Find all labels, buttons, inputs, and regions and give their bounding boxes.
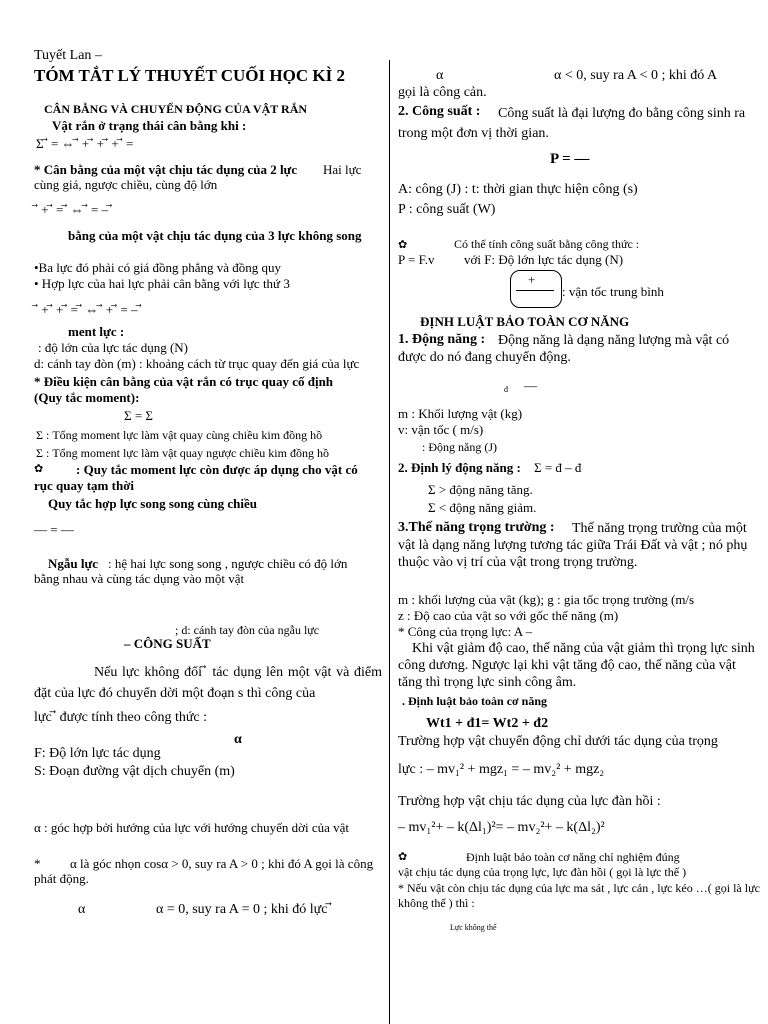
work-time-def: A: công (J) : t: thời gian thực hiện công (s) [398,182,638,197]
equilibrium-state: Vật rắn ở trạng thái cân bằng khi : [52,118,247,133]
force-def: F: Độ lớn lực tác dụng [34,746,161,761]
wd-subscript: đ [504,385,508,394]
star-bullet: * [34,856,41,871]
flower-icon: ✿ [398,851,408,863]
three-force-bullet-1: •Ba lực đó phải có giá đồng phẳng và đồng quy [34,260,281,275]
elastic-equation: – mv₁²+ – k(Δl₁)²= – mv₂²+ – k(Δl₂)² [398,820,605,835]
couple-label: Ngẫu lực [48,556,99,571]
theorem-equation: Σ = đ – đ [534,460,582,475]
sum-clockwise: Σ : Tổng moment lực làm vật quay cùng chiều kim đồng hồ [36,428,323,442]
power-definition: Công suất là đại lượng đo bằng công sinh ra trong một đơn vị thời gian. [398,106,746,141]
avg-velocity-label: : vận tốc trung bình [562,284,664,299]
negative-alpha-a: α [436,68,444,83]
equation-sum-forces: Σ ⃗ = ⇔ ⃗ + ⃗ + ⃗ + ⃗ = [36,136,134,151]
fraction-line [516,290,554,291]
alpha-zero-b: α = 0, suy ra A = 0 ; khi đó lực ⃗ [156,902,332,917]
power-equation: P = — [550,151,590,167]
resistance-work: gọi là công cản. [398,85,487,100]
height-description: Khi vật giảm độ cao, thế năng của vật giảm thì trọng lực sinh công dương. Ngược lại khi vật tăng độ cao, thế năng của vật tăng thì trọng lực sinh công âm. [398,641,755,690]
parallel-rule: Quy tắc hợp lực song song cùng chiều [48,496,257,511]
work-intro: Nếu lực không đổi ⃗ tác dụng lên một vật và điểm đặt của lực đó chuyển dời một đoạn s thì công của [34,665,382,701]
moment-heading: ment lực : [68,324,125,339]
moment-rule: (Quy tắc moment): [34,390,140,405]
law-valid: Định luật bảo toàn cơ năng chỉ nghiệm đúng [466,850,680,864]
author: Tuyết Lan – [34,48,102,63]
kinetic-energy-def: : Động năng (J) [422,440,497,454]
column-divider [389,60,390,1024]
negative-alpha-b: α < 0, suy ra A < 0 ; khi đó A [554,68,718,83]
axis-condition: * Điều kiện cân bằng của vật rắn có trục quay cố định [34,374,334,389]
theorem-negative: Σ < động năng giảm. [428,500,537,515]
height-def: z : Độ cao của vật so với gốc thế năng (m) [398,608,619,623]
theorem-label: 2. Định lý động năng : [398,460,521,475]
section-heading: CÂN BẰNG VÀ CHUYỂN ĐỘNG CỦA VẬT RẮN [44,102,308,116]
alpha-def: α : góc hợp bởi hướng của lực với hướng chuyển dời của vật [34,820,350,835]
theorem-positive: Σ > động năng tăng. [428,482,533,497]
velocity-def: v: vận tốc ( m/s) [398,422,484,437]
two-force-desc: cùng giá, ngược chiều, cùng độ lớn [34,177,218,192]
elastic-case: Trường hợp vật chịu tác dụng của lực đàn hồi : [398,794,661,809]
moment-equation: Σ = Σ [124,408,153,423]
two-force-heading: * Cân bằng của một vật chịu tác dụng của 2 lực [34,162,298,177]
alpha-zero-a: α [78,902,86,917]
three-force-heading: bằng của một vật chịu tác dụng của 3 lực không song [68,228,362,243]
gravity-work: * Công của trọng lực: A – [398,624,533,639]
two-force-rest: Hai lực [323,162,362,177]
equation-two-force: ⃗ + ⃗ = ⃗ ⇔ ⃗ = – ⃗ [38,202,113,217]
non-conservative-label: Lực không thế [450,923,497,932]
gravity-case: Trường hợp vật chuyển động chỉ dưới tác dụng của trọng [398,734,718,749]
temp-axis-line-2: rục quay tạm thời [34,478,135,493]
kinetic-definition: Động năng là dạng năng lượng mà vật có được do nó đang chuyển động. [398,333,730,365]
plus-sign: + [528,272,536,287]
acute-angle: α là góc nhọn cosα > 0, suy ra A > 0 ; khi đó A gọi là công phát động. [34,856,374,886]
avg-velocity-bracket [510,270,562,308]
energy-heading: ĐỊNH LUẬT BẢO TOÀN CƠ NĂNG [420,314,630,329]
three-force-bullet-2: • Hợp lực của hai lực phải cân bằng với lực thứ 3 [34,276,290,291]
conservation-label: . Định luật bảo toàn cơ năng [402,694,548,708]
alt-formula: Có thể tính công suất bằng công thức : [454,237,640,251]
power-unit-def: P : công suất (W) [398,202,496,217]
potential-label: 3.Thế năng trọng trường : [398,520,555,535]
wd-dash: — [524,378,537,393]
parallel-equation: — = — [34,522,74,537]
friction-note: * Nếu vật còn chịu tác dụng của lực ma sát , lực cản , lực kéo …( gọi là lực không thế ) thì : [398,881,760,910]
pfv-equation: P = F.v [398,252,435,267]
kinetic-label: 1. Động năng : [398,332,486,347]
flower-icon: ✿ [398,239,408,251]
temp-axis-line-1: : Quy tắc moment lực còn được áp dụng cho vật có [76,462,358,477]
work-force: lực ⃗ được tính theo công thức : [34,710,208,725]
flower-icon: ✿ [34,463,44,475]
right-column [392,0,768,1024]
sum-counterclockwise: Σ : Tổng moment lực làm vật quay ngược chiều kim đồng hồ [36,446,329,460]
conservation-equation: Wt1 + đ1= Wt2 + đ2 [426,716,549,731]
couple-description: : hệ hai lực song song , ngược chiều có độ lớn bằng nhau và cùng tác dụng vào một vật [34,556,348,586]
power-label: 2. Công suất : [398,104,481,119]
pfv-description: với F: Độ lớn lực tác dụng (N) [464,252,624,267]
equation-three-force: ⃗ + ⃗ + ⃗ = ⃗ ⇔ ⃗ + ⃗ = – ⃗ [38,302,142,317]
law-valid-2: vật chịu tác dụng của trọng lực, lực đàn hồi ( gọi là lực thế ) [398,865,687,879]
moment-force-def: : độ lớn của lực tác dụng (N) [38,340,189,355]
potential-definition: Thế năng trọng trường của một vật là dạng năng lượng tương tác giữa Trái Đất và vật ; nó phụ thuộc vào vị trí của vật trong trọng trường. [398,521,748,570]
power-heading: – CÔNG SUẤT [124,636,211,651]
moment-arm-def: d: cánh tay đòn (m) : khoảng cách từ trục quay đến giá của lực [34,356,360,371]
gravity-equation: lực : – mv₁² + mgz₁ = – mv₂² + mgz₂ [398,762,605,777]
mass-def: m : Khối lượng vật (kg) [398,406,523,421]
mass-gravity-def: m : khối lượng của vật (kg); g : gia tốc trọng trường (m/s [398,592,695,607]
page-title: TÓM TẮT LÝ THUYẾT CUỐI HỌC KÌ 2 [34,66,345,85]
distance-def: S: Đoạn đường vật dịch chuyển (m) [34,764,235,779]
alpha-symbol: α [234,732,242,747]
couple-arm: ; d: cánh tay đòn của ngẫu lực [175,623,320,637]
